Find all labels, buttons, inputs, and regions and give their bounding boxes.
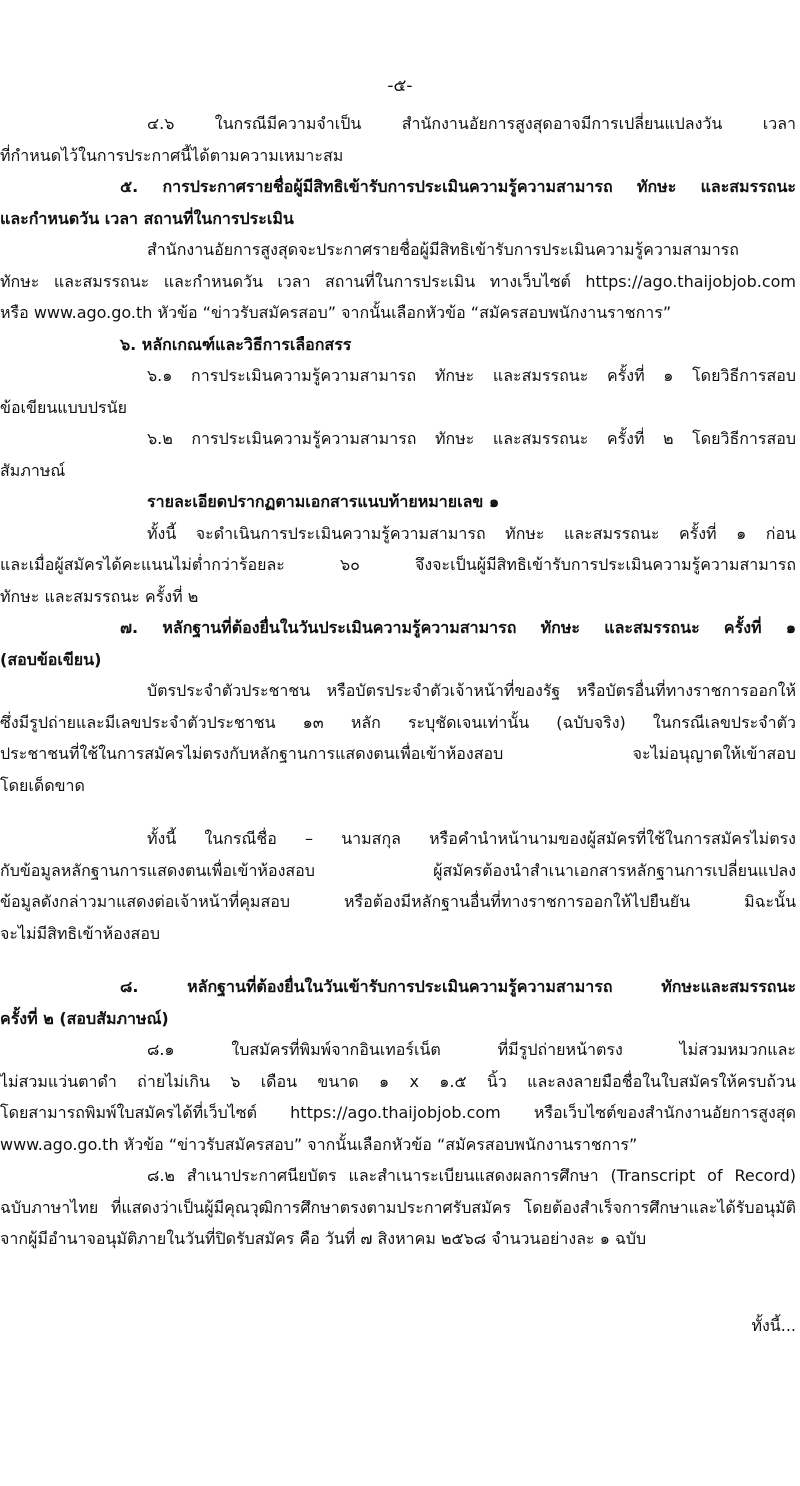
text-line: หรือ www.ago.go.th หัวข้อ “ข่าวรับสมัครสอบ” จากนั้นเลือกหัวข้อ “สมัครสอบพนักงานราชการ” (0, 303, 672, 322)
text-line: ที่กำหนดไว้ในการประกาศนี้ได้ตามความเหมาะสม (0, 145, 344, 165)
section-heading-line: ๕. การประกาศรายชื่อผู้มีสิทธิเข้ารับการประเมินความรู้ความสามารถ ทักษะ และสมรรถนะ (120, 177, 796, 196)
paragraph-gap (0, 801, 800, 823)
page-number: -๕- (387, 76, 413, 96)
text-line: โดยเด็ดขาด (0, 775, 85, 795)
document-body (0, 108, 800, 1255)
text-line: สำนักงานอัยการสูงสุดจะประกาศรายชื่อผู้มีสิทธิเข้ารับการประเมินความรู้ความสามารถ (147, 240, 739, 259)
section-heading-line: รายละเอียดปรากฏตามเอกสารแนบท้ายหมายเลข ๑ (147, 492, 500, 511)
text-line: ๘.๑ ใบสมัครที่พิมพ์จากอินเทอร์เน็ต ที่มีรูปถ่ายหน้าตรง ไม่สวมหมวกและ (147, 1040, 796, 1059)
section-heading-line: ๘. หลักฐานที่ต้องยื่นในวันเข้ารับการประเมินความรู้ความสามารถ ทักษะและสมรรถนะ (120, 977, 796, 996)
text-line: ๔.๖ ในกรณีมีความจำเป็น สำนักงานอัยการสูงสุดอาจมีการเปลี่ยนแปลงวัน เวลา (147, 114, 796, 133)
section-heading-line: ๖. หลักเกณฑ์และวิธีการเลือกสรร (120, 334, 352, 354)
section-heading-line: (สอบข้อเขียน) (0, 649, 102, 669)
text-line: โดยสามารถพิมพ์ใบสมัครได้ที่เว็บไซต์ https://ago.thaijobjob.com หรือเว็บไซต์ของสำนักงานอัยการสูงสุด (0, 1103, 796, 1122)
text-line: ทั้งนี้ จะดำเนินการประเมินความรู้ความสามารถ ทักษะ และสมรรถนะ ครั้งที่ ๑ ก่อน (147, 523, 796, 543)
text-line: บัตรประจำตัวประชาชน หรือบัตรประจำตัวเจ้าหน้าที่ของรัฐ หรือบัตรอื่นที่ทางราชการออกให้ (147, 681, 796, 700)
section-heading-line: ๗. หลักฐานที่ต้องยื่นในวันประเมินความรู้ความสามารถ ทักษะ และสมรรถนะ ครั้งที่ ๑ (120, 618, 796, 637)
text-line: ทักษะ และสมรรถนะ ครั้งที่ ๒ (0, 586, 199, 606)
text-line: www.ago.go.th หัวข้อ “ข่าวรับสมัครสอบ” จากนั้นเลือกหัวข้อ “สมัครสอบพนักงานราชการ” (0, 1134, 638, 1154)
text-line: และเมื่อผู้สมัครได้คะแนนไม่ต่ำกว่าร้อยละ ๖๐ จึงจะเป็นผู้มีสิทธิเข้ารับการประเมินความรู้ความสามารถ (0, 555, 796, 574)
text-line: ซึ่งมีรูปถ่ายและมีเลขประจำตัวประชาชน ๑๓ หลัก ระบุชัดเจนเท่านั้น (ฉบับจริง) ในกรณีเลขประจำตัว (0, 712, 796, 732)
text-line: ข้อมูลดังกล่าวมาแสดงต่อเจ้าหน้าที่คุมสอบ หรือต้องมีหลักฐานอื่นที่ทางราชการออกให้ไปยืนยัน มิฉะนั้น (0, 892, 796, 911)
text-line: ทั้งนี้ ในกรณีชื่อ – นามสกุล หรือคำนำหน้านามของผู้สมัครที่ใช้ในการสมัครไม่ตรง (147, 829, 796, 848)
text-line: ๖.๒ การประเมินความรู้ความสามารถ ทักษะ และสมรรถนะ ครั้งที่ ๒ โดยวิธีการสอบ (147, 429, 796, 448)
section-heading-line: ครั้งที่ ๒ (สอบสัมภาษณ์) (0, 1008, 169, 1028)
text-line: ไม่สวมแว่นตาดำ ถ่ายไม่เกิน ๖ เดือน ขนาด ๑ x ๑.๕ นิ้ว และลงลายมือชื่อในใบสมัครให้ครบถ้วน (0, 1071, 796, 1091)
text-line: กับข้อมูลหลักฐานการแสดงตนเพื่อเข้าห้องสอบ ผู้สมัครต้องนำสำเนาเอกสารหลักฐานการเปลี่ยนแปลง (0, 860, 796, 880)
text-line: สัมภาษณ์ (0, 460, 66, 480)
text-line: ๖.๑ การประเมินความรู้ความสามารถ ทักษะ และสมรรถนะ ครั้งที่ ๑ โดยวิธีการสอบ (147, 366, 796, 385)
text-line: ๘.๒ สำเนาประกาศนียบัตร และสำเนาระเบียนแสดงผลการศึกษา (Transcript of Record) (147, 1166, 796, 1185)
text-line: ข้อเขียนแบบปรนัย (0, 397, 127, 417)
section-heading-line: และกำหนดวัน เวลา สถานที่ในการประเมิน (0, 208, 294, 228)
text-line: จากผู้มีอำนาจอนุมัติภายในวันที่ปิดรับสมัคร คือ วันที่ ๗ สิงหาคม ๒๕๖๘ จำนวนอย่างละ ๑ ฉบับ (0, 1229, 647, 1248)
continuation-text: ทั้งนี้... (751, 1316, 796, 1335)
text-line: จะไม่มีสิทธิเข้าห้องสอบ (0, 923, 161, 943)
text-line: ฉบับภาษาไทย ที่แสดงว่าเป็นผู้มีคุณวุฒิการศึกษาตรงตามประกาศรับสมัคร โดยต้องสำเร็จการศึกษาและได้รับอนุมัติ (0, 1197, 796, 1217)
text-line: ประชาชนที่ใช้ในการสมัครไม่ตรงกับหลักฐานการแสดงตนเพื่อเข้าห้องสอบ จะไม่อนุญาตให้เข้าสอบ (0, 744, 796, 763)
paragraph-gap (0, 949, 800, 971)
text-line: ทักษะ และสมรรถนะ และกำหนดวัน เวลา สถานที่ในการประเมิน ทางเว็บไซต์ https://ago.thaijobjob.com (0, 271, 796, 291)
